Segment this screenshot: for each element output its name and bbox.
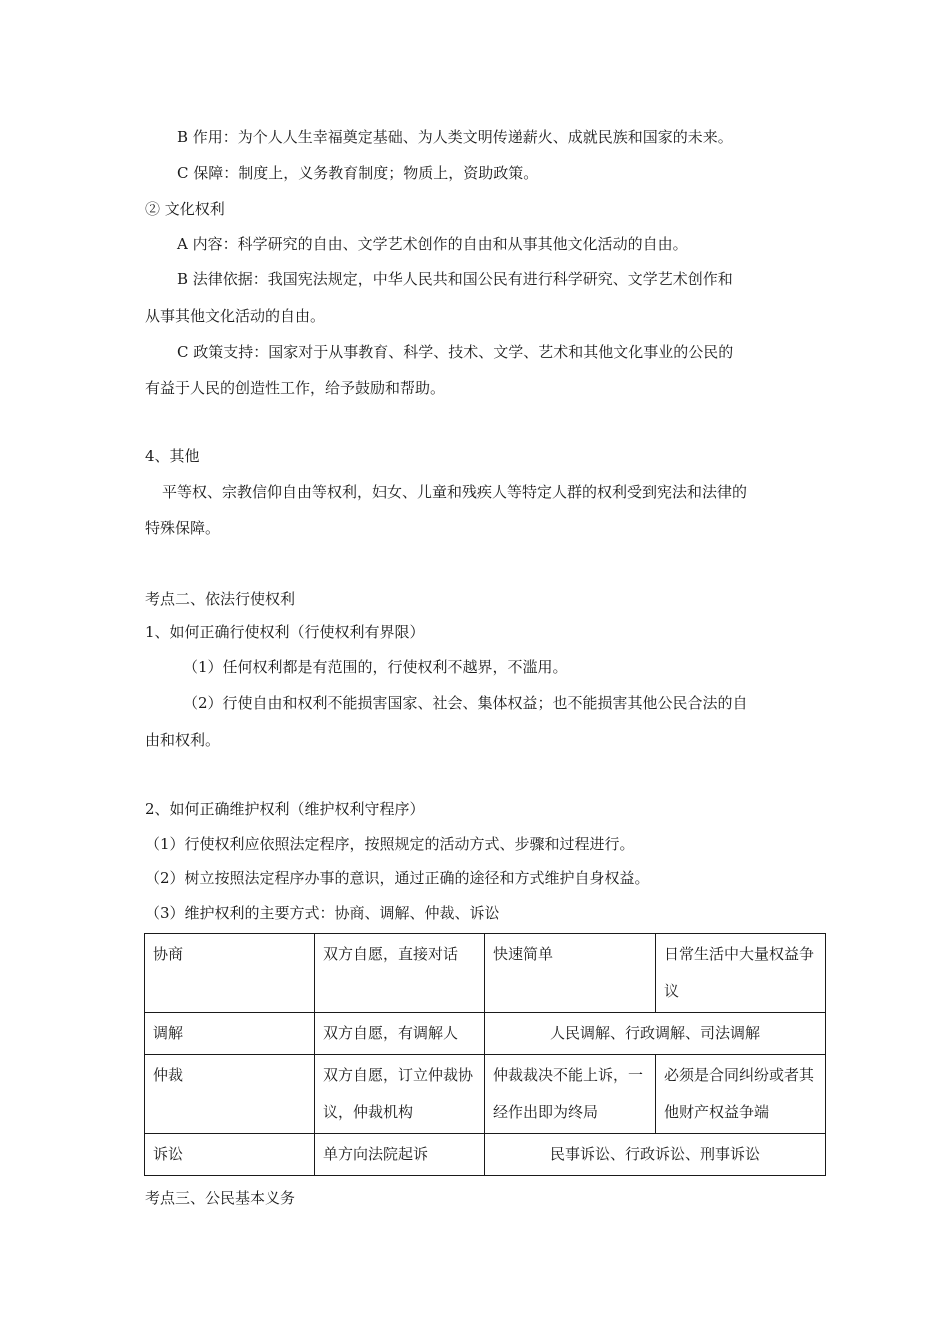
section-heading: 1、如何正确行使权利（行使权利有界限）: [145, 623, 425, 641]
section-heading: 考点二、依法行使权利: [145, 590, 296, 608]
text-line: C 保障：制度上，义务教育制度；物质上，资助政策。: [177, 164, 539, 182]
table-cell: 仲裁: [145, 1055, 315, 1134]
section-heading: 2、如何正确维护权利（维护权利守程序）: [145, 800, 425, 818]
table-cell: 诉讼: [145, 1134, 315, 1176]
text-line: 从事其他文化活动的自由。: [145, 307, 326, 325]
table-cell: 单方向法院起诉: [315, 1134, 485, 1176]
table-cell: 人民调解、行政调解、司法调解: [485, 1013, 826, 1055]
section-heading: ② 文化权利: [145, 200, 225, 218]
text-line: （3）维护权利的主要方式：协商、调解、仲裁、诉讼: [145, 904, 500, 922]
table-cell: 日常生活中大量权益争议: [656, 934, 826, 1013]
text-line: 特殊保障。: [145, 519, 221, 537]
table-row: [145, 1013, 826, 1055]
rights-methods-table: [144, 933, 826, 1176]
table-cell: 快速简单: [485, 934, 656, 1013]
text-line: A 内容：科学研究的自由、文学艺术创作的自由和从事其他文化活动的自由。: [177, 235, 688, 253]
table-row: [145, 1134, 826, 1176]
text-line: 平等权、宗教信仰自由等权利，妇女、儿童和残疾人等特定人群的权利受到宪法和法律的: [162, 483, 748, 501]
section-heading: 4、其他: [145, 447, 200, 465]
table-cell: 双方自愿，订立仲裁协议，仲裁机构: [315, 1055, 485, 1134]
text-line: （1）行使权利应依照法定程序，按照规定的活动方式、步骤和过程进行。: [145, 835, 635, 853]
table-row: [145, 1055, 826, 1134]
table-row: [145, 934, 826, 1013]
text-line: 由和权利。: [145, 731, 221, 749]
text-line: （2）树立按照法定程序办事的意识，通过正确的途径和方式维护自身权益。: [145, 869, 650, 887]
table-cell: 双方自愿，直接对话: [315, 934, 485, 1013]
text-line: （2）行使自由和权利不能损害国家、社会、集体权益；也不能损害其他公民合法的自: [183, 694, 748, 712]
table-cell: 协商: [145, 934, 315, 1013]
table-cell: 仲裁裁决不能上诉，一经作出即为终局: [485, 1055, 656, 1134]
table-cell: 调解: [145, 1013, 315, 1055]
table-cell: 双方自愿，有调解人: [315, 1013, 485, 1055]
text-line: C 政策支持：国家对于从事教育、科学、技术、文学、艺术和其他文化事业的公民的: [177, 343, 734, 361]
table-cell: 民事诉讼、行政诉讼、刑事诉讼: [485, 1134, 826, 1176]
text-line: 有益于人民的创造性工作，给予鼓励和帮助。: [145, 379, 446, 397]
text-line: （1）任何权利都是有范围的，行使权利不越界，不滥用。: [183, 658, 568, 676]
text-line: B 作用：为个人人生幸福奠定基础、为人类文明传递薪火、成就民族和国家的未来。: [177, 128, 733, 146]
text-line: B 法律依据：我国宪法规定，中华人民共和国公民有进行科学研究、文学艺术创作和: [177, 270, 733, 288]
table-cell: 必须是合同纠纷或者其他财产权益争端: [656, 1055, 826, 1134]
section-heading: 考点三、公民基本义务: [145, 1189, 296, 1207]
